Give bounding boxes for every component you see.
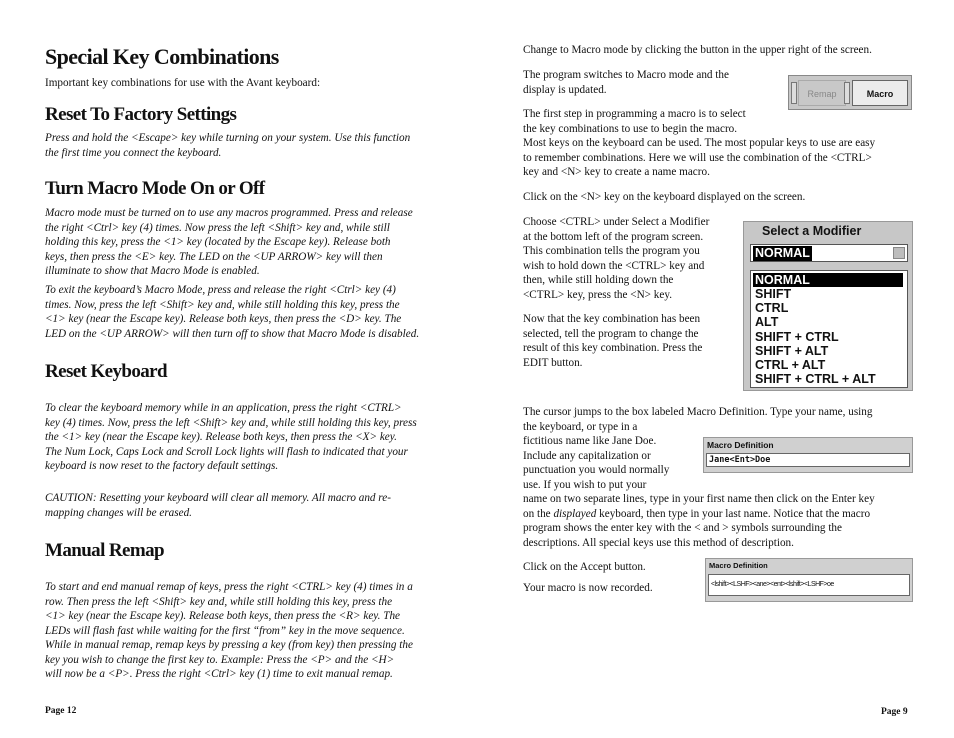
modifier-option[interactable]: ALT — [755, 315, 779, 329]
instruction-click-n: Click on the <N> key on the keyboard displayed on the screen. — [523, 191, 806, 203]
modifier-header: Select a Modifier — [762, 224, 862, 238]
text-line: Press and hold the <Escape> key while turning on your system. Use this function — [45, 132, 411, 144]
instruction-edit — [523, 312, 702, 370]
text-run: keyboard, then type in your last name. Notice that the macro — [596, 507, 871, 520]
section-heading-macro-mode: Turn Macro Mode On or Off — [45, 178, 265, 199]
text-line: To exit the keyboard’s Macro Mode, press and release the right <Ctrl> key (4) — [45, 284, 396, 296]
caution-text — [45, 491, 391, 520]
text-line: the <1> key (near the Escape key). Release both keys, then press the <X> key. — [45, 431, 397, 443]
text-line: punctuation you would normally — [523, 464, 670, 476]
page-title: Special Key Combinations — [45, 44, 279, 69]
macro-button[interactable]: Macro — [852, 80, 908, 106]
text-line: name on two separate lines, type in your first name then click on the Enter key — [523, 493, 875, 505]
intro-text: Important key combinations for use with the Avant keyboard: — [45, 77, 321, 89]
instruction-recorded: Your macro is now recorded. — [523, 582, 653, 594]
macro-definition-field[interactable]: Jane<Ent>Doe — [706, 453, 910, 467]
text-line: use. If you wish to put your — [523, 478, 647, 491]
text-line: CAUTION: Resetting your keyboard will clear all memory. All macro and re- — [45, 492, 391, 504]
text-line: row. Then press the left <Shift> key and, while still holding this key, press the — [45, 595, 393, 608]
text-line: Now that the key combination has been — [523, 313, 701, 325]
instruction-macro-mode: Change to Macro mode by clicking the button in the upper right of the screen. — [523, 44, 872, 56]
text-line: While in manual remap, remap keys by pressing a key (from key) then pressing the — [45, 639, 413, 651]
text-line: keyboard is now reset to the factory default settings. — [45, 460, 279, 472]
mode-toolbar-screenshot — [788, 75, 912, 110]
instruction-display-updated — [523, 68, 729, 97]
text-line: then, while still holding down the — [523, 274, 674, 286]
text-line: mapping changes will be erased. — [45, 506, 192, 519]
text-line: <CTRL> key, press the <N> key. — [523, 288, 672, 301]
text-run: on the — [523, 507, 554, 520]
modifier-option[interactable]: SHIFT + CTRL + ALT — [755, 372, 876, 386]
text-line: Most keys on the keyboard can be used. The most popular keys to use are easy — [523, 137, 876, 149]
text-line: Macro mode must be turned on to use any macros programmed. Press and release — [45, 207, 413, 219]
text-line: To start and end manual remap of keys, press the right <CTRL> key (4) times in a — [45, 581, 413, 593]
text-line: EDIT button. — [523, 356, 583, 369]
modifier-panel-screenshot — [743, 221, 913, 391]
modifier-option[interactable]: CTRL — [755, 301, 789, 315]
modifier-option[interactable]: CTRL + ALT — [755, 358, 826, 372]
text-line: times. Now, press the left <Shift> key and, while still holding this key, press the — [45, 298, 400, 311]
text-line: selected, tell the program to change the — [523, 327, 699, 340]
text-line: the keyboard, or type in a — [523, 420, 638, 433]
text-line: keys, then press the <E> key. The LED on the <UP ARROW> key will then — [45, 250, 383, 263]
section-heading-reset-keyboard: Reset Keyboard — [45, 361, 167, 382]
text-line: <1> key (near the Escape key). Release both keys, then press the <R> key. The — [45, 610, 401, 622]
text-line: at the bottom left of the program screen. — [523, 230, 704, 243]
text-line: program shows the enter key with the < and > symbols surrounding the — [523, 522, 842, 534]
macro-definition-label: Macro Definition — [709, 561, 768, 570]
text-line: display is updated. — [523, 83, 607, 96]
text-line: key and <N> key to create a name macro. — [523, 166, 710, 178]
macro-definition-screenshot-1 — [703, 437, 913, 473]
modifier-selected: NORMAL — [755, 246, 810, 260]
instruction-accept: Click on the Accept button. — [523, 561, 646, 573]
macro-definition-field[interactable]: <lshift><LSHF><ane><ent><lshift><LSHF>oe — [708, 574, 910, 596]
toggle-switch-icon — [791, 82, 797, 104]
instruction-choose-ctrl — [523, 215, 709, 302]
modifier-dropdown[interactable] — [750, 244, 908, 262]
text-line: key (4) times. Now, press the left <Shift> key and, while still holding this key, press — [45, 416, 417, 429]
text-line: wish to hold down the <CTRL> key and — [523, 259, 705, 272]
section-text-reset-keyboard — [45, 401, 417, 474]
text-line: LED on the <UP ARROW> will then turn off to show that Macro Mode is disabled. — [45, 327, 420, 340]
text-line: will now be a <P>. Press the right <Ctrl> key (1) time to exit manual remap. — [45, 668, 393, 680]
text-line: The cursor jumps to the box labeled Macro Definition. Type your name, using — [523, 406, 873, 418]
text-line: fictitious name like Jane Doe. — [523, 435, 657, 447]
modifier-option[interactable]: SHIFT — [755, 287, 792, 301]
text-line: result of this key combination. Press the — [523, 342, 703, 354]
text-line: Choose <CTRL> under Select a Modifier — [523, 216, 710, 228]
text-line: holding this key, press the <1> key (located by the Escape key). Release both — [45, 236, 391, 248]
modifier-option[interactable]: NORMAL — [753, 273, 903, 287]
section-text-manual-remap — [45, 580, 413, 682]
remap-button[interactable]: Remap — [798, 80, 846, 106]
toggle-switch-icon — [844, 82, 850, 104]
text-line: The first step in programming a macro is to select — [523, 108, 746, 120]
modifier-option[interactable]: SHIFT + CTRL — [755, 330, 839, 344]
section-text-reset-factory — [45, 131, 410, 160]
text-line: the right <Ctrl> key (4) times. Now press the left <Shift> key and, while still — [45, 221, 390, 234]
page-number-left: Page 12 — [45, 706, 77, 716]
instruction-first-step — [523, 107, 875, 180]
page-number-right: Page 9 — [881, 707, 908, 717]
text-emphasis: displayed — [553, 507, 597, 520]
text-line — [523, 507, 875, 522]
text-line: illuminate to show that Macro Mode is enabled. — [45, 265, 260, 277]
text-line: The program switches to Macro mode and the — [523, 69, 729, 81]
text-line: to remember combinations. Here we will use the combination of the <CTRL> — [523, 151, 872, 164]
text-line: descriptions. All special keys use this method of description. — [523, 536, 794, 549]
section-heading-manual-remap: Manual Remap — [45, 540, 164, 561]
text-line: To clear the keyboard memory while in an application, press the right <CTRL> — [45, 402, 402, 414]
macro-definition-label: Macro Definition — [707, 440, 774, 450]
text-line: the first time you connect the keyboard. — [45, 146, 222, 159]
modifier-option[interactable]: SHIFT + ALT — [755, 344, 829, 358]
section-text-macro-mode-off — [45, 283, 419, 341]
text-line: This combination tells the program you — [523, 245, 700, 257]
section-heading-reset-factory: Reset To Factory Settings — [45, 104, 237, 125]
text-line: key you wish to change the first key to. Example: Press the <P> and the <H> — [45, 653, 395, 666]
modifier-list — [750, 270, 908, 388]
instruction-cursor-jumps — [523, 405, 875, 550]
text-line: Include any capitalization or — [523, 449, 651, 462]
macro-definition-screenshot-2 — [705, 558, 913, 602]
text-line: LEDs will flash fast while waiting for the first “from” key in the move sequence. — [45, 624, 405, 637]
chevron-down-icon[interactable] — [893, 247, 905, 259]
text-line: <1> key (near the Escape key). Release both keys, then press the <D> key. The — [45, 313, 402, 325]
section-text-macro-mode-on — [45, 206, 413, 279]
text-line: the key combinations to use to begin the macro. — [523, 122, 738, 135]
text-line: The Num Lock, Caps Lock and Scroll Lock lights will flash to indicated that your — [45, 445, 408, 458]
